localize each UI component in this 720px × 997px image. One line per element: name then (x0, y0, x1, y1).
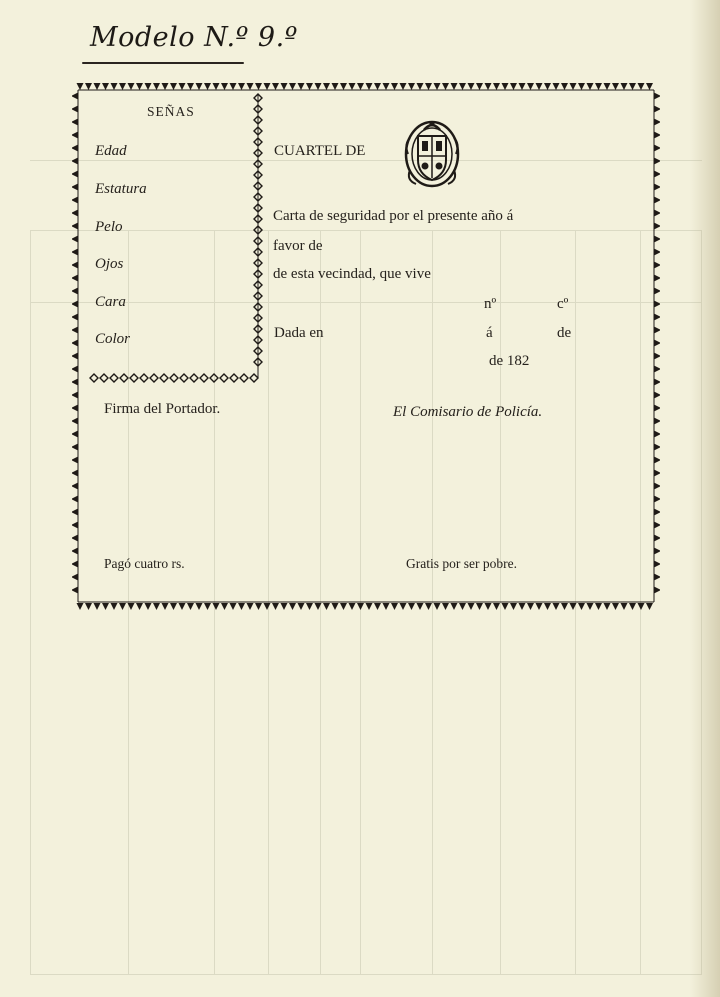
border-mark-right (654, 522, 660, 529)
senas-box-diamond-bottom (200, 374, 208, 382)
border-mark-top (553, 83, 560, 90)
a-label: á (486, 325, 493, 341)
border-mark-top (289, 83, 296, 90)
border-mark-right (654, 418, 660, 425)
border-mark-right (654, 548, 660, 555)
senas-title: SEÑAS (147, 104, 195, 119)
border-mark-left (72, 548, 78, 555)
border-mark-right (654, 197, 660, 204)
border-mark-bottom (238, 603, 245, 610)
border-mark-left (72, 106, 78, 113)
border-mark-bottom (221, 603, 228, 610)
border-mark-bottom (519, 603, 526, 610)
border-mark-bottom (247, 603, 254, 610)
border-mark-left (72, 262, 78, 269)
border-mark-bottom (136, 603, 143, 610)
border-mark-bottom (391, 603, 398, 610)
senas-box-diamond-bottom (210, 374, 218, 382)
border-mark-left (72, 574, 78, 581)
numero-label: nº (484, 296, 497, 312)
border-mark-bottom (468, 603, 475, 610)
de-label: de (557, 325, 572, 341)
border-mark-right (654, 223, 660, 230)
border-mark-left (72, 470, 78, 477)
border-mark-top (128, 83, 135, 90)
border-mark-bottom (298, 603, 305, 610)
senas-box-diamond-bottom (190, 374, 198, 382)
border-mark-top (315, 83, 322, 90)
senas-box-diamond-bottom (240, 374, 248, 382)
border-mark-top (519, 83, 526, 90)
border-mark-bottom (553, 603, 560, 610)
border-mark-left (72, 444, 78, 451)
senas-box-diamond-bottom (110, 374, 118, 382)
border-mark-left (72, 301, 78, 308)
border-mark-bottom (502, 603, 509, 610)
border-mark-bottom (315, 603, 322, 610)
border-mark-top (119, 83, 126, 90)
border-mark-right (654, 483, 660, 490)
border-mark-left (72, 522, 78, 529)
border-mark-top (85, 83, 92, 90)
border-mark-top (366, 83, 373, 90)
field-ojos: Ojos (95, 256, 124, 272)
border-mark-top (247, 83, 254, 90)
field-edad: Edad (95, 143, 127, 159)
border-mark-left (72, 184, 78, 191)
border-mark-bottom (272, 603, 279, 610)
border-mark-left (72, 223, 78, 230)
border-mark-bottom (408, 603, 415, 610)
border-mark-top (442, 83, 449, 90)
border-mark-bottom (332, 603, 339, 610)
field-color: Color (95, 331, 131, 347)
border-mark-top (578, 83, 585, 90)
border-mark-right (654, 444, 660, 451)
border-mark-left (72, 327, 78, 334)
border-mark-bottom (366, 603, 373, 610)
border-mark-bottom (162, 603, 169, 610)
border-mark-right (654, 93, 660, 100)
border-mark-top (417, 83, 424, 90)
border-mark-bottom (179, 603, 186, 610)
border-mark-top (332, 83, 339, 90)
border-mark-top (349, 83, 356, 90)
border-mark-right (654, 275, 660, 282)
border-mark-left (72, 418, 78, 425)
border-mark-top (646, 83, 653, 90)
border-mark-right (654, 405, 660, 412)
border-mark-left (72, 145, 78, 152)
border-mark-right (654, 392, 660, 399)
border-mark-right (654, 353, 660, 360)
border-mark-right (654, 431, 660, 438)
border-mark-right (654, 340, 660, 347)
border-mark-left (72, 405, 78, 412)
border-mark-top (536, 83, 543, 90)
border-mark-bottom (383, 603, 390, 610)
field-pelo: Pelo (95, 219, 123, 235)
border-mark-top (400, 83, 407, 90)
senas-box-diamond-bottom (120, 374, 128, 382)
border-mark-top (255, 83, 262, 90)
border-mark-right (654, 119, 660, 126)
border-mark-top (187, 83, 194, 90)
senas-box-diamond-bottom (160, 374, 168, 382)
border-mark-bottom (570, 603, 577, 610)
border-mark-top (502, 83, 509, 90)
border-mark-top (451, 83, 458, 90)
border-mark-top (595, 83, 602, 90)
ghost-column (30, 230, 31, 975)
border-mark-bottom (621, 603, 628, 610)
border-mark-top (136, 83, 143, 90)
ghost-rule (30, 974, 702, 975)
border-mark-top (570, 83, 577, 90)
border-mark-right (654, 106, 660, 113)
border-mark-right (654, 236, 660, 243)
senas-box-diamond-bottom (220, 374, 228, 382)
border-mark-bottom (119, 603, 126, 610)
border-mark-left (72, 93, 78, 100)
senas-box-diamond-bottom (180, 374, 188, 382)
border-mark-top (587, 83, 594, 90)
border-mark-left (72, 561, 78, 568)
border-mark-left (72, 509, 78, 516)
comisario-signature-label: El Comisario de Policía. (393, 404, 543, 420)
border-mark-top (298, 83, 305, 90)
border-mark-left (72, 132, 78, 139)
border-mark-bottom (442, 603, 449, 610)
border-mark-top (425, 83, 432, 90)
border-mark-right (654, 158, 660, 165)
border-mark-bottom (493, 603, 500, 610)
border-mark-bottom (527, 603, 534, 610)
carta-line-3: de esta vecindad, que vive (273, 266, 431, 282)
border-mark-top (468, 83, 475, 90)
border-mark-left (72, 275, 78, 282)
border-mark-top (459, 83, 466, 90)
border-mark-bottom (604, 603, 611, 610)
border-mark-left (72, 119, 78, 126)
border-mark-left (72, 483, 78, 490)
border-mark-top (102, 83, 109, 90)
border-mark-right (654, 509, 660, 516)
border-mark-top (510, 83, 517, 90)
border-mark-bottom (111, 603, 118, 610)
border-mark-bottom (536, 603, 543, 610)
border-mark-bottom (629, 603, 636, 610)
border-mark-bottom (459, 603, 466, 610)
page-edge-shadow (690, 0, 720, 997)
border-mark-left (72, 210, 78, 217)
border-mark-bottom (255, 603, 262, 610)
border-mark-right (654, 366, 660, 373)
border-mark-bottom (349, 603, 356, 610)
pago-note: Pagó cuatro rs. (104, 556, 185, 571)
border-mark-right (654, 496, 660, 503)
border-mark-top (493, 83, 500, 90)
border-mark-top (357, 83, 364, 90)
border-mark-bottom (451, 603, 458, 610)
border-mark-bottom (102, 603, 109, 610)
border-mark-right (654, 535, 660, 542)
border-mark-bottom (340, 603, 347, 610)
border-mark-top (111, 83, 118, 90)
border-mark-right (654, 171, 660, 178)
border-mark-bottom (357, 603, 364, 610)
border-mark-bottom (323, 603, 330, 610)
border-mark-top (383, 83, 390, 90)
border-mark-bottom (187, 603, 194, 610)
border-mark-top (272, 83, 279, 90)
coat-of-arms-seal-icon (398, 114, 466, 192)
senas-box-diamond-bottom (250, 374, 258, 382)
border-mark-bottom (561, 603, 568, 610)
border-mark-left (72, 288, 78, 295)
senas-box-diamond-bottom (100, 374, 108, 382)
border-mark-top (221, 83, 228, 90)
border-mark-right (654, 587, 660, 594)
border-mark-top (629, 83, 636, 90)
border-mark-left (72, 340, 78, 347)
border-mark-bottom (85, 603, 92, 610)
border-mark-right (654, 327, 660, 334)
border-mark-right (654, 574, 660, 581)
border-mark-top (306, 83, 313, 90)
border-mark-top (621, 83, 628, 90)
senas-box-diamond-bottom (170, 374, 178, 382)
border-mark-bottom (544, 603, 551, 610)
border-mark-bottom (196, 603, 203, 610)
border-mark-left (72, 457, 78, 464)
border-mark-right (654, 470, 660, 477)
border-mark-top (162, 83, 169, 90)
border-mark-bottom (94, 603, 101, 610)
border-mark-bottom (485, 603, 492, 610)
border-mark-right (654, 132, 660, 139)
carta-line-2: favor de (273, 238, 323, 254)
border-mark-left (72, 314, 78, 321)
carta-line-1: Carta de seguridad por el presente año á (273, 208, 514, 224)
border-mark-bottom (289, 603, 296, 610)
border-mark-top (281, 83, 288, 90)
senas-box-diamond-bottom (150, 374, 158, 382)
model-heading: Modelo N.º 9.º (90, 22, 298, 53)
border-mark-right (654, 210, 660, 217)
border-mark-bottom (77, 603, 84, 610)
border-mark-left (72, 236, 78, 243)
border-mark-right (654, 184, 660, 191)
border-mark-top (561, 83, 568, 90)
border-mark-bottom (170, 603, 177, 610)
border-mark-bottom (476, 603, 483, 610)
border-mark-right (654, 145, 660, 152)
border-mark-right (654, 249, 660, 256)
dada-en-label: Dada en (274, 325, 324, 341)
border-mark-top (204, 83, 211, 90)
border-mark-bottom (213, 603, 220, 610)
border-mark-left (72, 535, 78, 542)
border-mark-top (264, 83, 271, 90)
border-mark-left (72, 171, 78, 178)
border-mark-top (153, 83, 160, 90)
field-estatura: Estatura (95, 181, 147, 197)
border-mark-bottom (306, 603, 313, 610)
border-mark-left (72, 379, 78, 386)
border-mark-left (72, 496, 78, 503)
border-mark-right (654, 379, 660, 386)
border-mark-right (654, 314, 660, 321)
border-mark-bottom (204, 603, 211, 610)
border-mark-left (72, 587, 78, 594)
border-mark-top (94, 83, 101, 90)
border-mark-bottom (281, 603, 288, 610)
border-mark-top (238, 83, 245, 90)
border-mark-bottom (612, 603, 619, 610)
border-mark-top (213, 83, 220, 90)
border-mark-bottom (417, 603, 424, 610)
firma-portador: Firma del Portador. (104, 401, 221, 417)
border-mark-bottom (128, 603, 135, 610)
border-mark-top (340, 83, 347, 90)
border-mark-top (604, 83, 611, 90)
border-mark-top (145, 83, 152, 90)
border-mark-right (654, 262, 660, 269)
senas-box-diamond-bottom (140, 374, 148, 382)
border-mark-bottom (400, 603, 407, 610)
ornamental-border (72, 82, 660, 610)
border-mark-left (72, 392, 78, 399)
border-mark-top (179, 83, 186, 90)
border-mark-bottom (646, 603, 653, 610)
border-mark-left (72, 366, 78, 373)
border-mark-bottom (153, 603, 160, 610)
cuartel-label: CUARTEL DE (274, 143, 366, 159)
border-mark-bottom (587, 603, 594, 610)
border-mark-top (476, 83, 483, 90)
border-mark-bottom (578, 603, 585, 610)
gratis-note: Gratis por ser pobre. (406, 556, 517, 571)
senas-box-diamond-bottom (230, 374, 238, 382)
border-mark-top (230, 83, 237, 90)
border-mark-top (612, 83, 619, 90)
border-mark-top (391, 83, 398, 90)
border-mark-left (72, 197, 78, 204)
senas-box-diamond-bottom (130, 374, 138, 382)
border-mark-bottom (638, 603, 645, 610)
border-mark-left (72, 158, 78, 165)
border-mark-right (654, 301, 660, 308)
border-mark-top (374, 83, 381, 90)
border-mark-top (527, 83, 534, 90)
border-mark-top (77, 83, 84, 90)
border-mark-top (485, 83, 492, 90)
border-mark-bottom (595, 603, 602, 610)
cuarto-label: cº (557, 296, 569, 312)
border-mark-left (72, 431, 78, 438)
border-mark-right (654, 457, 660, 464)
heading-underline (82, 62, 244, 64)
border-mark-top (196, 83, 203, 90)
border-mark-bottom (230, 603, 237, 610)
border-mark-bottom (510, 603, 517, 610)
border-mark-bottom (374, 603, 381, 610)
border-mark-top (323, 83, 330, 90)
border-mark-left (72, 353, 78, 360)
border-mark-top (638, 83, 645, 90)
border-mark-right (654, 561, 660, 568)
border-mark-bottom (425, 603, 432, 610)
form-frame (72, 82, 660, 610)
year-label: de 182 (489, 353, 530, 369)
border-mark-left (72, 249, 78, 256)
border-mark-top (434, 83, 441, 90)
border-mark-bottom (145, 603, 152, 610)
border-mark-top (544, 83, 551, 90)
field-cara: Cara (95, 294, 126, 310)
border-mark-top (408, 83, 415, 90)
border-mark-bottom (264, 603, 271, 610)
border-mark-top (170, 83, 177, 90)
border-mark-bottom (434, 603, 441, 610)
senas-box-diamond-bottom (90, 374, 98, 382)
border-mark-right (654, 288, 660, 295)
